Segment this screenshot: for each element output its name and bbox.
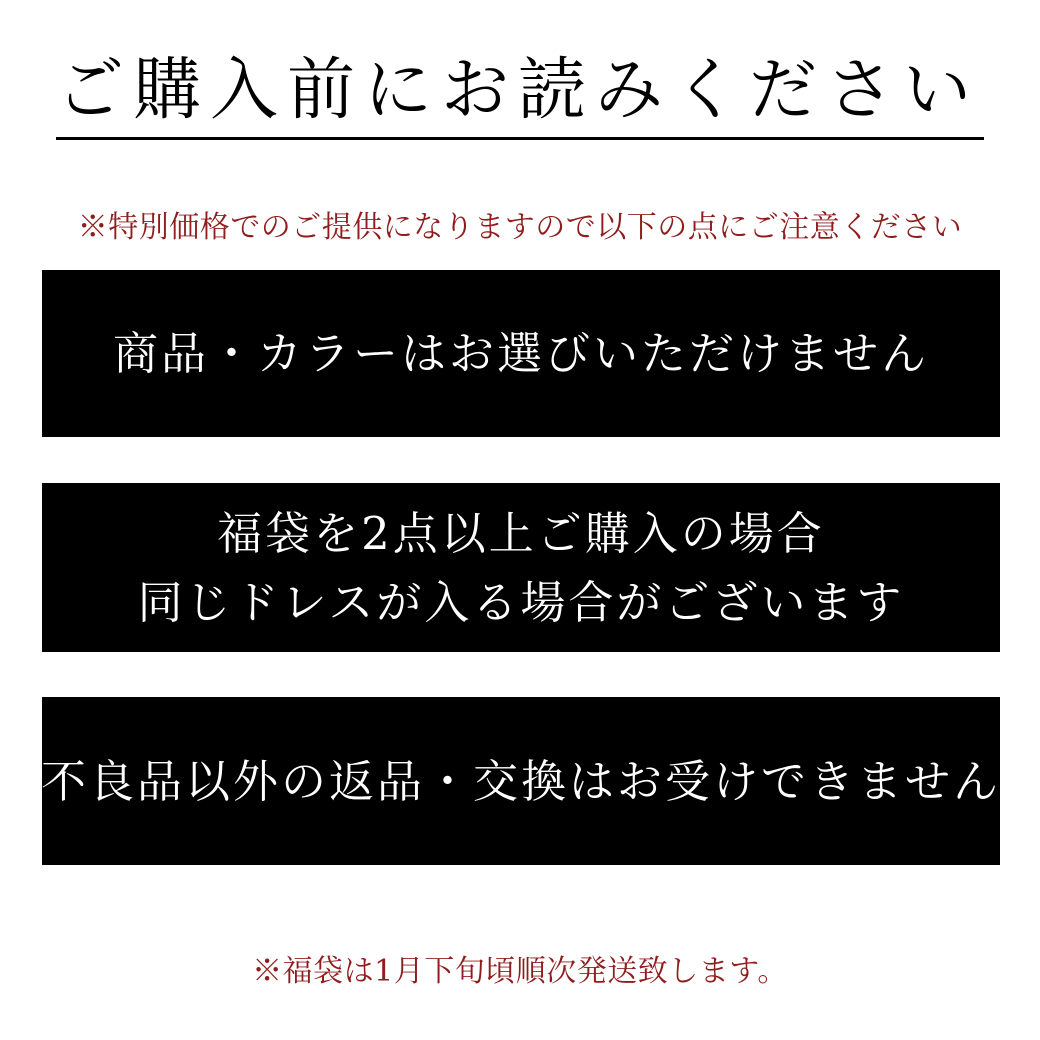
notice-line: 不良品以外の返品・交換はお受けできません (41, 754, 1002, 808)
notice-line: 商品・カラーはお選びいただけません (112, 327, 929, 380)
special-price-note: ※特別価格でのご提供になりますので以下の点にご注意ください (77, 210, 963, 245)
page-title: ご購入前にお読みください (56, 48, 984, 140)
shipping-schedule-note: ※福袋は1月下旬頃順次発送致します。 (252, 954, 788, 989)
notice-line: 福袋を2点以上ご購入の場合 (217, 506, 825, 560)
notice-box-duplicate-dress (42, 483, 1000, 652)
notice-box-no-item-color-selection (42, 270, 1000, 437)
page-title-wrap (0, 48, 1040, 140)
notice-box-no-returns (42, 697, 1000, 865)
notice-line: 同じドレスが入る場合がございます (137, 575, 905, 629)
